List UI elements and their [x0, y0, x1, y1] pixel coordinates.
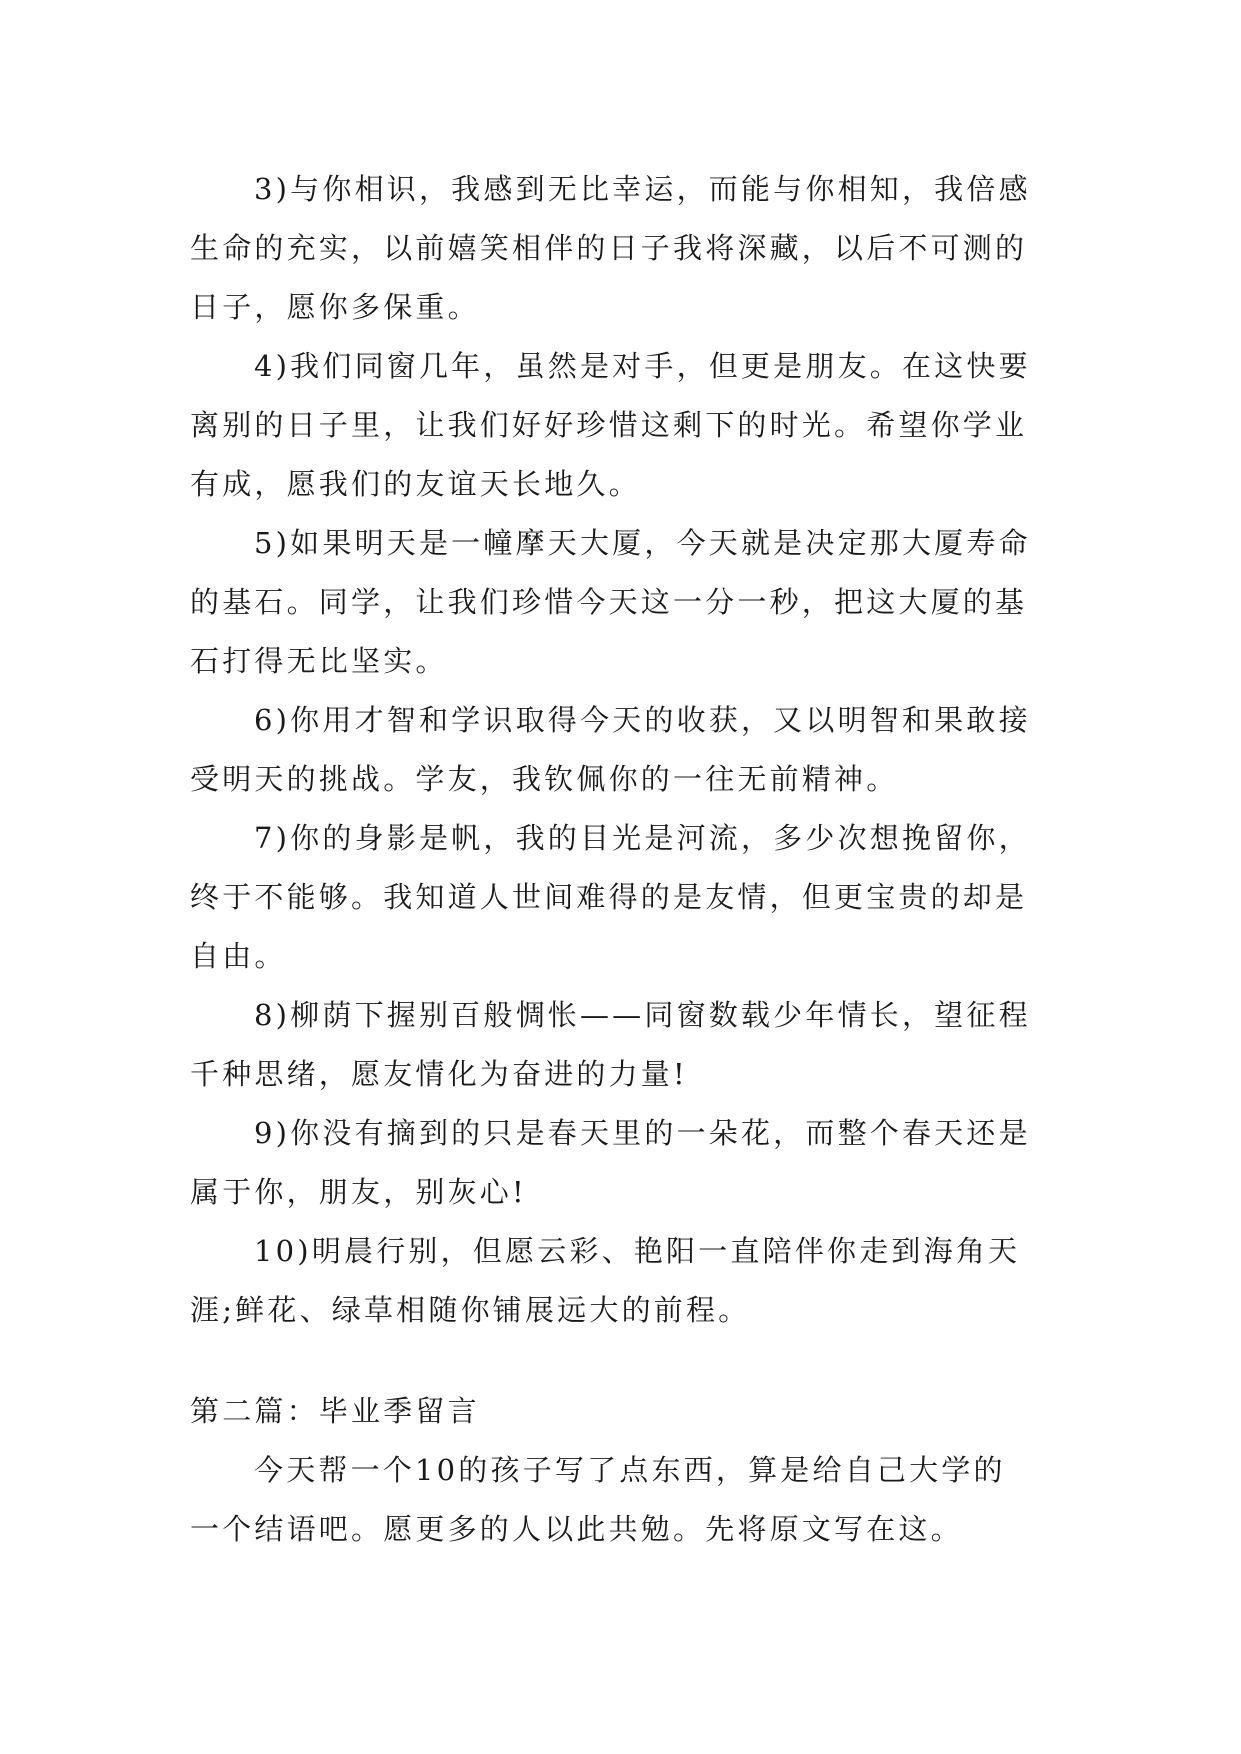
paragraph-10	[190, 1222, 1050, 1340]
paragraph-7	[190, 809, 1050, 986]
text-line: 10)明晨行别，但愿云彩、艳阳一直陪伴你走到海角天	[254, 1234, 1021, 1268]
text-line: 6)你用才智和学识取得今天的收获，又以明智和果敢接	[254, 703, 1031, 737]
paragraph-4	[190, 337, 1050, 514]
document-body	[190, 160, 1050, 1559]
text-line: 9)你没有摘到的只是春天里的一朵花，而整个春天还是	[254, 1116, 1031, 1150]
text-line: 今天帮一个10的孩子写了点东西，算是给自己大学的	[254, 1453, 1006, 1487]
text-line: 一个结语吧。愿更多的人以此共勉。先将原文写在这。	[190, 1512, 963, 1546]
text-line: 自由。	[190, 939, 287, 973]
text-line: 日子，愿你多保重。	[190, 290, 480, 324]
paragraph-5	[190, 514, 1050, 691]
text-line: 终于不能够。我知道人世间难得的是友情，但更宝贵的却是	[190, 880, 1028, 914]
paragraph-8	[190, 986, 1050, 1104]
text-line: 石打得无比坚实。	[190, 644, 448, 678]
text-line: 千种思绪，愿友情化为奋进的力量!	[190, 1057, 688, 1091]
text-line: 离别的日子里，让我们好好珍惜这剩下的时光。希望你学业	[190, 408, 1028, 442]
paragraph-3	[190, 160, 1050, 337]
text-line: 4)我们同窗几年，虽然是对手，但更是朋友。在这快要	[254, 349, 1031, 383]
text-line: 的基石。同学，让我们珍惜今天这一分一秒，把这大厦的基	[190, 585, 1028, 619]
section-paragraph	[190, 1441, 1050, 1559]
text-line: 受明天的挑战。学友，我钦佩你的一往无前精神。	[190, 762, 899, 796]
text-line: 7)你的身影是帆，我的目光是河流，多少次想挽留你，	[254, 821, 1031, 855]
text-line: 生命的充实，以前嬉笑相伴的日子我将深藏，以后不可测的	[190, 231, 1028, 265]
text-line: 8)柳荫下握别百般惆怅——同窗数载少年情长，望征程	[254, 998, 1031, 1032]
paragraph-9	[190, 1104, 1050, 1222]
paragraph-6	[190, 691, 1050, 809]
section-heading: 第二篇：毕业季留言	[190, 1394, 480, 1428]
text-line: 涯;鲜花、绿草相随你铺展远大的前程。	[190, 1293, 751, 1327]
text-line: 有成，愿我们的友谊天长地久。	[190, 467, 641, 501]
text-line: 5)如果明天是一幢摩天大厦，今天就是决定那大厦寿命	[254, 526, 1031, 560]
text-line: 3)与你相识，我感到无比幸运，而能与你相知，我倍感	[254, 172, 1031, 206]
text-line: 属于你，朋友，别灰心!	[190, 1175, 527, 1209]
